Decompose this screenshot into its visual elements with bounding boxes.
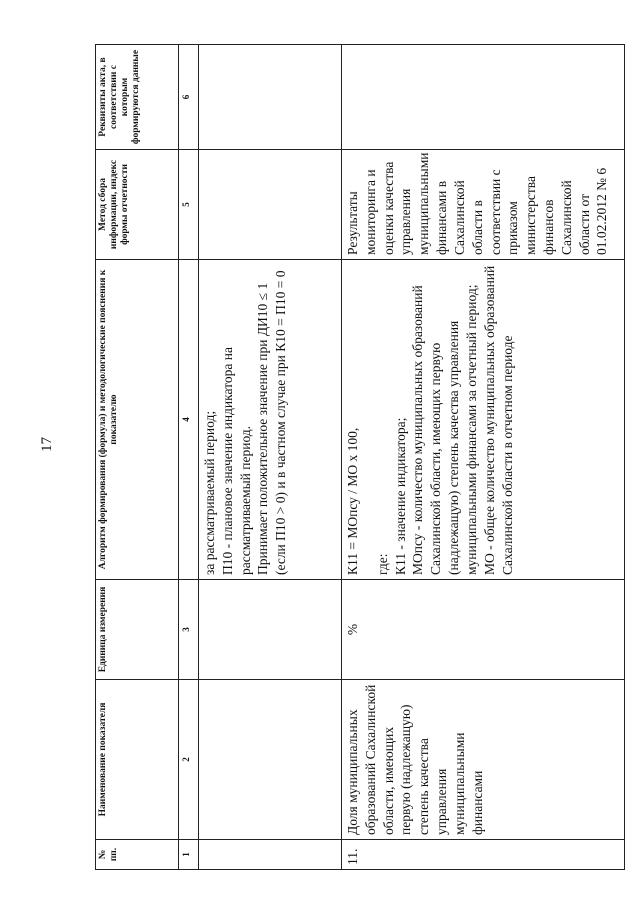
cell-empty <box>199 680 342 840</box>
col-number-1: 1 <box>179 840 199 870</box>
header-number: № пп. <box>96 840 179 870</box>
indicator-unit: % <box>342 580 625 680</box>
col-number-4: 4 <box>179 260 199 580</box>
where-label: где: <box>374 553 390 575</box>
header-row <box>96 45 179 870</box>
text-line: за рассматриваемый период; <box>202 410 217 575</box>
header-collection-method: Метод сбора информации, индекс формы отчетности <box>96 150 179 260</box>
col-number-5: 5 <box>179 150 199 260</box>
page-number: 17 <box>39 437 55 452</box>
text-line: МОпсу - количество муниципальных образований Сахалинской области, имеющих первую (надлежащую) степень качества управления муниципальными финансами за отчетный период; <box>410 284 479 575</box>
cell-empty <box>199 580 342 680</box>
indicator-algorithm <box>342 260 625 580</box>
text-line: К11 - значение индикатора; <box>392 417 408 575</box>
act-details <box>342 45 625 150</box>
cell-empty <box>199 840 342 870</box>
collection-method: Результаты мониторинга и оценки качества управления муниципальными финансами в Сахалинской области в соответствии с приказом министерства финансов Сахалинской области от 01.02.2012 № 6 <box>342 150 625 260</box>
rotated-table-container <box>95 45 625 870</box>
indicator-table <box>95 44 625 870</box>
header-algorithm: Алгоритм формирования (формула) и методологические пояснения к показателю <box>96 260 179 580</box>
col-number-6: 6 <box>179 45 199 150</box>
table-row-continuation <box>199 45 342 870</box>
col-number-2: 2 <box>179 680 199 840</box>
cell-empty <box>199 45 342 150</box>
text-line: П10 - плановое значение индикатора на рассматриваемый период. <box>219 347 253 575</box>
text-line: МО - общее количество муниципальных образований Сахалинской области в отчетном периоде <box>481 265 515 575</box>
text-line: Принимает положительное значение при ДИ10 ≤ 1 (если П10 > 0) и в частном случае при К10 = П10 = 0 <box>255 270 289 575</box>
row-number: 11. <box>342 840 625 870</box>
formula: К11 = МОпсу / МО х 100, <box>345 427 360 575</box>
header-indicator-name: Наименование показателя <box>96 680 179 840</box>
cell-empty <box>199 150 342 260</box>
col-number-3: 3 <box>179 580 199 680</box>
table-row-11 <box>342 45 625 870</box>
indicator-name: Доля муниципальных образований Сахалинской области, имеющих первую (надлежащую) степень качества управления муниципальными финансами <box>342 680 625 840</box>
header-act-details: Реквизиты акта, в соответствии с которым формируются данные <box>96 45 179 150</box>
column-number-row <box>179 45 199 870</box>
header-unit: Единица измерения <box>96 580 179 680</box>
continuation-algorithm <box>199 260 342 580</box>
